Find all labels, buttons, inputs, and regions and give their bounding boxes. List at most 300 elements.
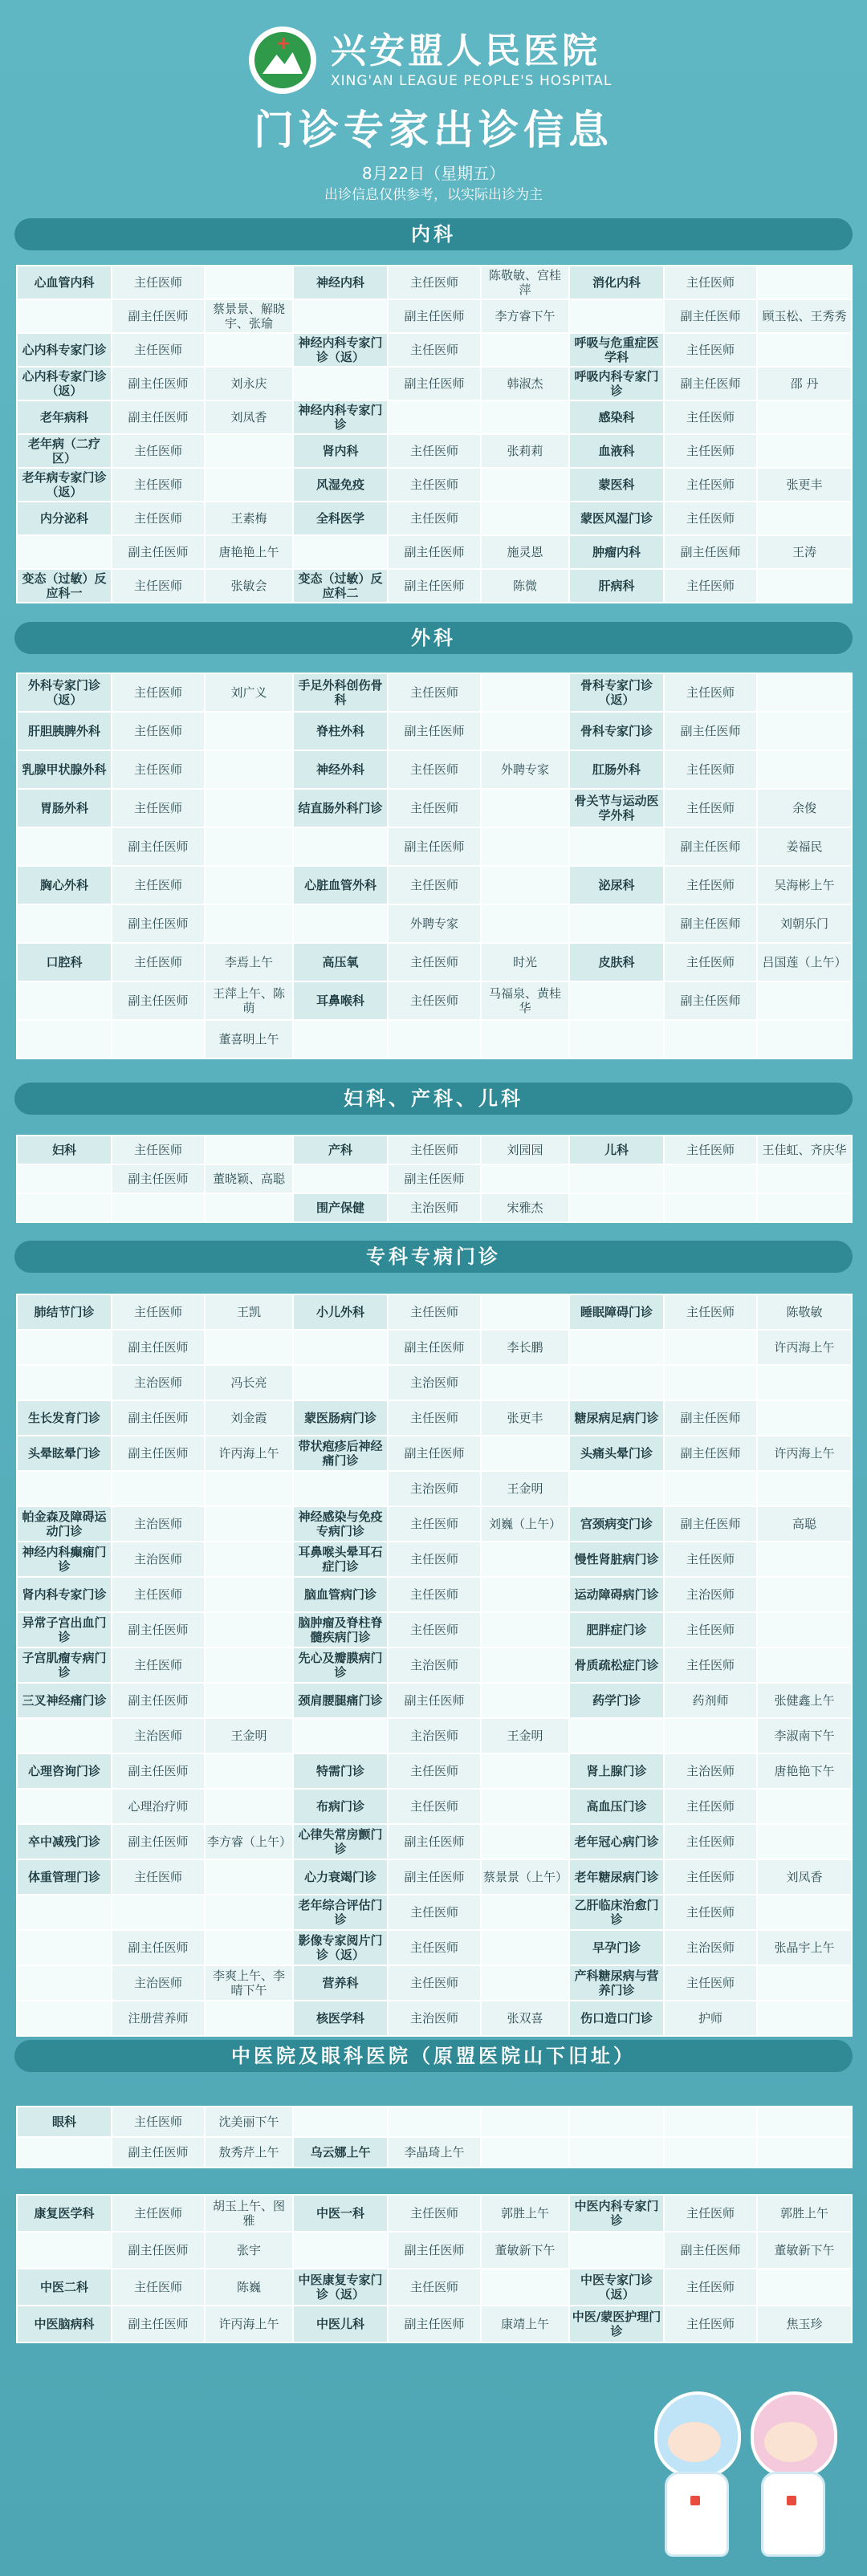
title-cell: 副主任医师: [388, 367, 481, 400]
section-waike: 外科: [14, 622, 853, 654]
doctor-cell: [757, 2001, 852, 2036]
title-cell: 主任医师: [664, 1824, 757, 1859]
title-cell: [388, 1020, 481, 1058]
title-cell: 副主任医师: [112, 904, 205, 943]
title-cell: 副主任医师: [112, 1400, 205, 1436]
hospital-brand: [249, 24, 612, 96]
doctor-cell: 刘永庆: [205, 367, 293, 400]
doctor-cell: [481, 1577, 569, 1612]
fuer-table: [16, 1135, 853, 1223]
title-cell: 主任医师: [112, 750, 205, 789]
doctor-cell: [757, 434, 852, 468]
doctor-cell: [757, 1577, 852, 1612]
doctor-cell: 王凯: [205, 1294, 293, 1330]
title-cell: 副主任医师: [388, 569, 481, 603]
title-cell: 副主任医师: [664, 367, 757, 400]
doctor-cell: 吕国莲（上午）: [757, 943, 852, 981]
department-cell: 特需门诊: [293, 1753, 388, 1789]
department-cell: 呼吸与危重症医学科: [569, 333, 664, 367]
title-cell: 主治医师: [112, 1506, 205, 1542]
title-cell: 副主任医师: [112, 2306, 205, 2342]
title-cell: 主任医师: [664, 2269, 757, 2306]
title-cell: 副主任医师: [112, 400, 205, 434]
doctor-cell: [205, 789, 293, 827]
title-cell: 主任医师: [112, 943, 205, 981]
department-cell: [17, 1365, 112, 1400]
title-cell: [388, 400, 481, 434]
doctor-cell: 许丙海上午: [205, 2306, 293, 2342]
table-row: [17, 1193, 852, 1222]
department-cell: 骨关节与运动医学外科: [569, 789, 664, 827]
department-cell: 蒙医科: [569, 468, 664, 502]
doctor-cell: 张双喜: [481, 2001, 569, 2036]
title-cell: 主任医师: [664, 866, 757, 904]
doctor-cell: [481, 333, 569, 367]
title-cell: 主任医师: [388, 1965, 481, 2001]
department-cell: 糖尿病足病门诊: [569, 1400, 664, 1436]
table-row: [17, 2001, 852, 2036]
title-cell: 主任医师: [388, 1612, 481, 1648]
department-cell: [293, 904, 388, 943]
table-row: [17, 1683, 852, 1718]
title-cell: 主治医师: [388, 1193, 481, 1222]
department-cell: 胃肠外科: [17, 789, 112, 827]
table-row: [17, 569, 852, 603]
title-cell: 主任医师: [664, 750, 757, 789]
department-cell: 颈肩腰腿痛门诊: [293, 1683, 388, 1718]
department-cell: [17, 1330, 112, 1365]
department-cell: 胸心外科: [17, 866, 112, 904]
mascot-icon: [747, 2391, 835, 2560]
doctor-cell: [205, 1648, 293, 1683]
department-cell: 神经外科: [293, 750, 388, 789]
department-cell: 皮肤科: [569, 943, 664, 981]
table-row: [17, 1824, 852, 1859]
table-row: [17, 1965, 852, 2001]
doctor-cell: 王涛: [757, 535, 852, 569]
doctor-cell: [205, 1506, 293, 1542]
title-cell: 副主任医师: [388, 535, 481, 569]
doctor-cell: [205, 468, 293, 502]
doctor-cell: 王素梅: [205, 502, 293, 535]
department-cell: 中医二科: [17, 2269, 112, 2306]
department-cell: [293, 1330, 388, 1365]
doctor-cell: 董敏新下午: [757, 2232, 852, 2269]
department-cell: 心脏血管外科: [293, 866, 388, 904]
doctor-cell: [757, 1824, 852, 1859]
title-cell: [664, 1471, 757, 1506]
title-cell: 副主任医师: [664, 981, 757, 1020]
doctor-cell: [481, 827, 569, 866]
title-cell: 副主任医师: [112, 1683, 205, 1718]
doctor-cell: 李淑南下午: [757, 1718, 852, 1753]
department-cell: [569, 1330, 664, 1365]
doctor-cell: [205, 2001, 293, 2036]
doctor-cell: 许丙海上午: [205, 1436, 293, 1471]
department-cell: 心血管内科: [17, 266, 112, 299]
table-row: [17, 266, 852, 299]
doctor-cell: [481, 2137, 569, 2168]
title-cell: 主任医师: [112, 1859, 205, 1895]
doctor-cell: 外聘专家: [481, 750, 569, 789]
title-cell: 副主任医师: [664, 712, 757, 750]
department-cell: [569, 299, 664, 333]
mascot-icon: [650, 2391, 739, 2560]
department-cell: [569, 2107, 664, 2137]
title-cell: 主任医师: [388, 2269, 481, 2306]
department-cell: 宫颈病变门诊: [569, 1506, 664, 1542]
doctor-cell: 董晓颖、高聪: [205, 1164, 293, 1193]
doctor-cell: [757, 1365, 852, 1400]
department-cell: 儿科: [569, 1136, 664, 1164]
department-cell: 子宫肌瘤专病门诊: [17, 1648, 112, 1683]
department-cell: [17, 299, 112, 333]
title-cell: 主任医师: [112, 502, 205, 535]
department-cell: 乌云娜上午: [293, 2137, 388, 2168]
department-cell: [17, 1020, 112, 1058]
doctor-cell: [481, 502, 569, 535]
doctor-cell: 张宇: [205, 2232, 293, 2269]
title-cell: 主任医师: [388, 1930, 481, 1965]
title-cell: 副主任医师: [112, 367, 205, 400]
department-cell: 消化内科: [569, 266, 664, 299]
title-cell: 副主任医师: [112, 1164, 205, 1193]
table-row: [17, 2306, 852, 2342]
title-cell: 主任医师: [664, 1136, 757, 1164]
title-cell: 副主任医师: [664, 904, 757, 943]
department-cell: 体重管理门诊: [17, 1859, 112, 1895]
department-cell: 早孕门诊: [569, 1930, 664, 1965]
department-cell: 神经内科专家门诊: [293, 400, 388, 434]
title-cell: 注册营养师: [112, 2001, 205, 2036]
title-cell: 主治医师: [112, 1542, 205, 1577]
date-line: 8月22日（星期五）: [361, 164, 506, 183]
title-cell: 主治医师: [388, 1365, 481, 1400]
hospital-name-cn: 兴安盟人民医院: [331, 30, 600, 71]
department-cell: 产科糖尿病与营养门诊: [569, 1965, 664, 2001]
department-cell: 口腔科: [17, 943, 112, 981]
table-row: [17, 750, 852, 789]
title-cell: 副主任医师: [112, 981, 205, 1020]
table-row: [17, 904, 852, 943]
doctor-cell: [481, 1164, 569, 1193]
doctor-cell: 张敏会: [205, 569, 293, 603]
title-cell: 副主任医师: [388, 2306, 481, 2342]
title-cell: 主任医师: [388, 1895, 481, 1930]
hospital-logo-icon: [249, 26, 316, 94]
doctor-cell: [205, 1136, 293, 1164]
doctor-cell: [757, 1895, 852, 1930]
table-row: [17, 827, 852, 866]
title-cell: 主任医师: [664, 1859, 757, 1895]
table-row: [17, 789, 852, 827]
title-cell: 主治医师: [388, 1718, 481, 1753]
department-cell: 肛肠外科: [569, 750, 664, 789]
title-cell: [112, 1193, 205, 1222]
title-cell: 主任医师: [388, 502, 481, 535]
title-cell: 主任医师: [388, 1542, 481, 1577]
department-cell: 脑血管病门诊: [293, 1577, 388, 1612]
zhongyi-eye-table: [16, 2106, 853, 2168]
doctor-cell: 唐艳艳上午: [205, 535, 293, 569]
title-cell: 主任医师: [388, 750, 481, 789]
doctor-cell: 刘金霞: [205, 1400, 293, 1436]
doctor-cell: 时光: [481, 943, 569, 981]
title-cell: [664, 2137, 757, 2168]
department-cell: 肝胆胰脾外科: [17, 712, 112, 750]
title-cell: 主任医师: [112, 712, 205, 750]
doctor-cell: 施灵恩: [481, 535, 569, 569]
department-cell: 心理咨询门诊: [17, 1753, 112, 1789]
title-cell: 心理治疗师: [112, 1789, 205, 1824]
doctor-cell: [757, 2137, 852, 2168]
title-cell: 副主任医师: [388, 1164, 481, 1193]
title-cell: 主治医师: [112, 1718, 205, 1753]
doctor-cell: 蔡景景（上午）: [481, 1859, 569, 1895]
title-cell: [664, 1330, 757, 1365]
doctor-cell: [757, 1965, 852, 2001]
title-cell: 主任医师: [664, 468, 757, 502]
title-cell: 主任医师: [112, 673, 205, 712]
note-line: 出诊信息仅供参考，以实际出诊为主: [324, 187, 543, 203]
department-cell: 药学门诊: [569, 1683, 664, 1718]
doctor-cell: 刘凤香: [205, 400, 293, 434]
department-cell: 老年病专家门诊（返）: [17, 468, 112, 502]
department-cell: 高血压门诊: [569, 1789, 664, 1824]
doctor-cell: 张健鑫上午: [757, 1683, 852, 1718]
department-cell: 影像专家阅片门诊（返）: [293, 1930, 388, 1965]
department-cell: 中医康复专家门诊（返）: [293, 2269, 388, 2306]
doctor-cell: 刘凤香: [757, 1859, 852, 1895]
doctor-cell: 张晶宇上午: [757, 1930, 852, 1965]
title-cell: [664, 2107, 757, 2137]
table-row: [17, 943, 852, 981]
doctor-cell: 张更丰: [481, 1400, 569, 1436]
title-cell: 主任医师: [112, 333, 205, 367]
doctor-cell: 李焉上午: [205, 943, 293, 981]
table-row: [17, 1648, 852, 1683]
department-cell: 布病门诊: [293, 1789, 388, 1824]
doctor-cell: 唐艳艳下午: [757, 1753, 852, 1789]
title-cell: 主任医师: [388, 1136, 481, 1164]
title-cell: 主任医师: [664, 673, 757, 712]
department-cell: 先心及瓣膜病门诊: [293, 1648, 388, 1683]
department-cell: 蒙医风湿门诊: [569, 502, 664, 535]
title-cell: 副主任医师: [112, 827, 205, 866]
department-cell: 核医学科: [293, 2001, 388, 2036]
title-cell: 副主任医师: [112, 535, 205, 569]
doctor-cell: [757, 1193, 852, 1222]
department-cell: [17, 1718, 112, 1753]
doctor-cell: 蔡景景、解晓宇、张瑜: [205, 299, 293, 333]
doctor-cell: 李方睿下午: [481, 299, 569, 333]
table-row: [17, 1577, 852, 1612]
doctor-cell: [757, 712, 852, 750]
table-row: [17, 2232, 852, 2269]
title-cell: 主任医师: [664, 2306, 757, 2342]
doctor-cell: [757, 266, 852, 299]
department-cell: [569, 1020, 664, 1058]
department-cell: [17, 1965, 112, 2001]
doctor-cell: [481, 1895, 569, 1930]
neike-table: [16, 265, 853, 603]
department-cell: [17, 2001, 112, 2036]
department-cell: 老年冠心病门诊: [569, 1824, 664, 1859]
department-cell: 心内科专家门诊: [17, 333, 112, 367]
doctor-cell: 冯长亮: [205, 1365, 293, 1400]
title-cell: 副主任医师: [112, 2137, 205, 2168]
doctor-cell: 姜福民: [757, 827, 852, 866]
title-cell: [664, 1365, 757, 1400]
doctor-cell: 董敏新下午: [481, 2232, 569, 2269]
doctor-cell: 陈敬敏、宫桂萍: [481, 266, 569, 299]
table-row: [17, 1930, 852, 1965]
doctor-cell: [205, 266, 293, 299]
doctor-cell: 陈敬敏: [757, 1294, 852, 1330]
department-cell: [569, 1471, 664, 1506]
doctor-cell: 余俊: [757, 789, 852, 827]
title-cell: 主任医师: [664, 1294, 757, 1330]
department-cell: 运动障碍病门诊: [569, 1577, 664, 1612]
department-cell: 感染科: [569, 400, 664, 434]
title-cell: 主任医师: [112, 866, 205, 904]
department-cell: 脊柱外科: [293, 712, 388, 750]
title-cell: 主任医师: [388, 1400, 481, 1436]
department-cell: 内分泌科: [17, 502, 112, 535]
doctor-cell: [757, 1648, 852, 1683]
table-row: [17, 400, 852, 434]
doctor-cell: 陈巍: [205, 2269, 293, 2306]
doctor-cell: 王金明: [205, 1718, 293, 1753]
department-cell: [293, 1365, 388, 1400]
doctor-cell: [757, 333, 852, 367]
table-row: [17, 1471, 852, 1506]
department-cell: [17, 2137, 112, 2168]
department-cell: 异常子宫出血门诊: [17, 1612, 112, 1648]
department-cell: 慢性肾脏病门诊: [569, 1542, 664, 1577]
doctor-cell: [481, 866, 569, 904]
doctor-cell: 李方睿（上午）: [205, 1824, 293, 1859]
title-cell: 主任医师: [664, 2195, 757, 2232]
department-cell: 中医脑病科: [17, 2306, 112, 2342]
title-cell: [388, 2107, 481, 2137]
doctor-cell: [757, 2107, 852, 2137]
doctor-cell: [205, 1193, 293, 1222]
table-row: [17, 1506, 852, 1542]
doctor-cell: [481, 468, 569, 502]
doctor-cell: 李爽上午、李晴下午: [205, 1965, 293, 2001]
department-cell: [293, 1020, 388, 1058]
title-cell: 主任医师: [664, 1789, 757, 1824]
department-cell: 头痛头晕门诊: [569, 1436, 664, 1471]
department-cell: [293, 367, 388, 400]
title-cell: 主任医师: [112, 434, 205, 468]
title-cell: 主任医师: [388, 943, 481, 981]
doctor-cell: [205, 1542, 293, 1577]
department-cell: 老年糖尿病门诊: [569, 1859, 664, 1895]
department-cell: 泌尿科: [569, 866, 664, 904]
doctor-cell: [205, 1859, 293, 1895]
table-row: [17, 673, 852, 712]
department-cell: 肿瘤内科: [569, 535, 664, 569]
title-cell: 副主任医师: [388, 1436, 481, 1471]
doctor-cell: [481, 904, 569, 943]
table-row: [17, 1895, 852, 1930]
title-cell: [664, 1020, 757, 1058]
title-cell: 主任医师: [112, 468, 205, 502]
table-row: [17, 1612, 852, 1648]
department-cell: 中医儿科: [293, 2306, 388, 2342]
doctor-cell: 敖秀芹上午: [205, 2137, 293, 2168]
title-cell: 主任医师: [388, 789, 481, 827]
doctor-cell: [481, 1965, 569, 2001]
table-row: [17, 866, 852, 904]
department-cell: 老年病科: [17, 400, 112, 434]
title-cell: 主任医师: [664, 789, 757, 827]
department-cell: [293, 827, 388, 866]
doctor-cell: 王金明: [481, 1471, 569, 1506]
table-row: [17, 1294, 852, 1330]
table-row: [17, 1365, 852, 1400]
title-cell: 副主任医师: [388, 1824, 481, 1859]
department-cell: 骨科专家门诊（返）: [569, 673, 664, 712]
doctor-cell: 刘园园: [481, 1136, 569, 1164]
section-zhuanke: 专科专病门诊: [14, 1241, 853, 1273]
department-cell: 变态（过敏）反应科二: [293, 569, 388, 603]
doctor-cell: [757, 1612, 852, 1648]
table-row: [17, 1330, 852, 1365]
doctor-cell: [757, 750, 852, 789]
table-row: [17, 1136, 852, 1164]
title-cell: 副主任医师: [388, 827, 481, 866]
table-row: [17, 535, 852, 569]
department-cell: 肾内科专家门诊: [17, 1577, 112, 1612]
title-cell: 副主任医师: [112, 1330, 205, 1365]
table-row: [17, 367, 852, 400]
title-cell: 主任医师: [664, 434, 757, 468]
title-cell: 副主任医师: [664, 299, 757, 333]
table-row: [17, 712, 852, 750]
department-cell: [569, 827, 664, 866]
title-cell: 副主任医师: [664, 2232, 757, 2269]
department-cell: 结直肠外科门诊: [293, 789, 388, 827]
title-cell: 主任医师: [664, 1612, 757, 1648]
doctor-cell: [757, 1020, 852, 1058]
department-cell: 带状疱疹后神经痛门诊: [293, 1436, 388, 1471]
department-cell: 心内科专家门诊（返）: [17, 367, 112, 400]
title-cell: 主任医师: [664, 943, 757, 981]
department-cell: 小儿外科: [293, 1294, 388, 1330]
doctor-cell: 张莉莉: [481, 434, 569, 468]
department-cell: [293, 299, 388, 333]
table-row: [17, 1164, 852, 1193]
doctor-cell: 董喜明上午: [205, 1020, 293, 1058]
title-cell: 副主任医师: [388, 1330, 481, 1365]
doctor-cell: [205, 1753, 293, 1789]
doctor-cell: [757, 400, 852, 434]
department-cell: [17, 981, 112, 1020]
title-cell: 李晶琦上午: [388, 2137, 481, 2168]
title-cell: 主治医师: [112, 1365, 205, 1400]
table-row: [17, 1789, 852, 1824]
title-cell: 主任医师: [664, 1965, 757, 2001]
table-row: [17, 1542, 852, 1577]
doctor-cell: [757, 1164, 852, 1193]
title-cell: 主任医师: [112, 2269, 205, 2306]
title-cell: 副主任医师: [664, 1436, 757, 1471]
doctor-cell: [205, 1895, 293, 1930]
department-cell: 头晕眩晕门诊: [17, 1436, 112, 1471]
